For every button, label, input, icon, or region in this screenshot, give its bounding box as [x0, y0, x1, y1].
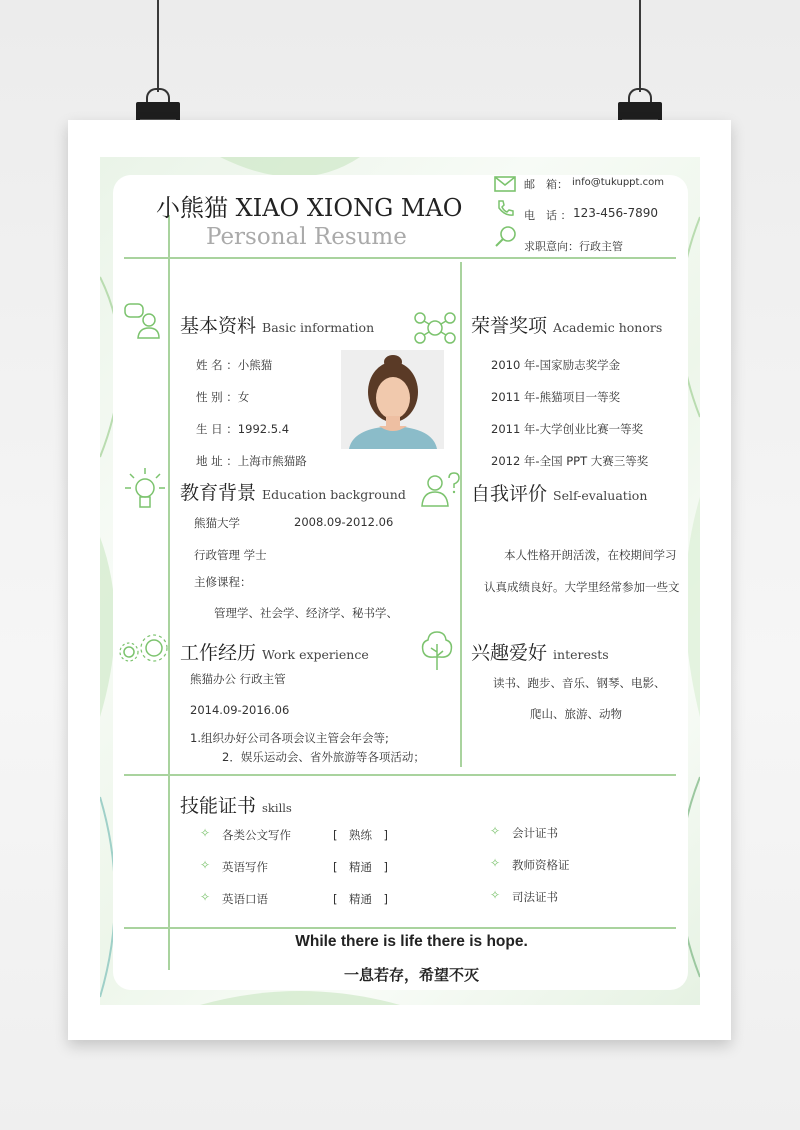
certificate-item: 司法证书	[512, 890, 558, 904]
basic-address: 地 址 ：上海市熊猫路	[196, 454, 307, 468]
work-duty: 1.组织办好公司各项会议主管会年会等;	[190, 731, 389, 745]
basic-info-heading	[180, 311, 374, 338]
self-eval-line2: 认真成绩良好。大学里经常参加一些文	[484, 580, 680, 594]
email-label: 邮 箱：	[524, 178, 568, 191]
education-title-en: Education background	[262, 487, 406, 502]
skills-title-en: skills	[262, 801, 292, 815]
lightbulb-icon	[124, 466, 166, 514]
profile-photo	[341, 350, 444, 449]
star-bullet-icon: ✧	[200, 826, 211, 840]
skills-heading	[180, 791, 292, 818]
skills-title-cn: 技能证书	[180, 795, 257, 817]
skill-name: 英语写作	[222, 860, 268, 874]
star-bullet-icon: ✧	[490, 888, 501, 902]
basic-birthday: 生 日 ：1992.5.4	[196, 422, 290, 436]
skill-level: [ 精通 ]	[333, 892, 388, 906]
divider-header	[124, 257, 676, 259]
interests-line2: 爬山、旅游、动物	[530, 707, 622, 721]
star-bullet-icon: ✧	[200, 858, 211, 872]
divider-footer-top	[124, 927, 676, 929]
self-eval-heading	[471, 479, 647, 506]
skill-level: [ 精通 ]	[333, 860, 388, 874]
education-courses: 管理学、社会学、经济学、秘书学、	[214, 606, 398, 620]
basic-info-title-cn: 基本资料	[180, 315, 257, 337]
envelope-icon	[494, 176, 516, 192]
chat-person-icon	[123, 302, 161, 340]
interests-title-en: interests	[553, 647, 609, 662]
divider-vertical-left	[168, 215, 170, 970]
basic-name: 姓 名 ：小熊猫	[196, 358, 273, 372]
right-wire	[639, 0, 641, 92]
interests-heading	[471, 638, 609, 665]
honors-heading	[471, 311, 662, 338]
honors-title-cn: 荣誉奖项	[471, 315, 548, 337]
work-heading	[180, 638, 369, 665]
honor-item: 2010 年-国家励志奖学金	[491, 358, 621, 372]
person-question-icon	[420, 472, 460, 508]
star-bullet-icon: ✧	[490, 824, 501, 838]
star-bullet-icon: ✧	[490, 856, 501, 870]
self-eval-line1: 本人性格开朗活泼，在校期间学习	[504, 548, 677, 562]
work-title-cn: 工作经历	[180, 642, 257, 664]
job-intent: 求职意向：行政主管	[524, 240, 623, 253]
interests-title-cn: 兴趣爱好	[471, 642, 548, 664]
divider-vertical-middle	[460, 262, 462, 767]
work-period: 2014.09-2016.06	[190, 703, 290, 717]
basic-gender: 性 别 ：女	[196, 390, 250, 404]
gears-icon	[118, 632, 170, 664]
skill-level: [ 熟练 ]	[333, 828, 388, 842]
motto-chinese: 一息若存，希望不灭	[343, 966, 479, 984]
work-title-en: Work experience	[262, 647, 369, 662]
education-courses-label: 主修课程：	[194, 575, 252, 589]
work-company: 熊猫办公 行政主管	[190, 672, 286, 686]
honor-item: 2011 年-大学创业比赛一等奖	[491, 422, 644, 436]
resume-name: 小熊猫 XIAO XIONG MAO	[156, 194, 463, 222]
divider-skills-top	[124, 774, 676, 776]
basic-info-title-en: Basic information	[262, 320, 375, 335]
phone-label: 电 话 ：	[524, 209, 572, 222]
self-eval-title-cn: 自我评价	[471, 483, 548, 505]
search-icon	[494, 224, 518, 248]
education-school: 熊猫大学	[194, 516, 240, 530]
phone-value: 123-456-7890	[573, 206, 659, 220]
skill-name: 各类公文写作	[222, 828, 291, 842]
phone-icon	[496, 199, 514, 217]
motto-english: While there is life there is hope.	[295, 933, 528, 950]
resume-subtitle: Personal Resume	[206, 224, 407, 250]
network-icon	[412, 310, 458, 346]
interests-line1: 读书、跑步、音乐、钢琴、电影、	[493, 676, 666, 690]
honor-item: 2011 年-熊猫项目一等奖	[491, 390, 621, 404]
tree-icon	[420, 630, 454, 672]
left-wire	[157, 0, 159, 92]
honor-item: 2012 年-全国 PPT 大赛三等奖	[491, 454, 649, 468]
education-heading	[180, 478, 406, 505]
education-major: 行政管理 学士	[194, 548, 267, 562]
skill-name: 英语口语	[222, 892, 268, 906]
honors-title-en: Academic honors	[553, 320, 663, 335]
education-title-cn: 教育背景	[180, 482, 257, 504]
portrait-illustration	[341, 350, 444, 449]
work-duty: 2．娱乐运动会、省外旅游等各项活动；	[222, 750, 425, 764]
certificate-item: 会计证书	[512, 826, 558, 840]
star-bullet-icon: ✧	[200, 890, 211, 904]
education-period: 2008.09-2012.06	[294, 515, 394, 529]
self-eval-title-en: Self-evaluation	[553, 488, 648, 503]
email-value: info@tukuppt.com	[572, 177, 664, 188]
certificate-item: 教师资格证	[512, 858, 570, 872]
